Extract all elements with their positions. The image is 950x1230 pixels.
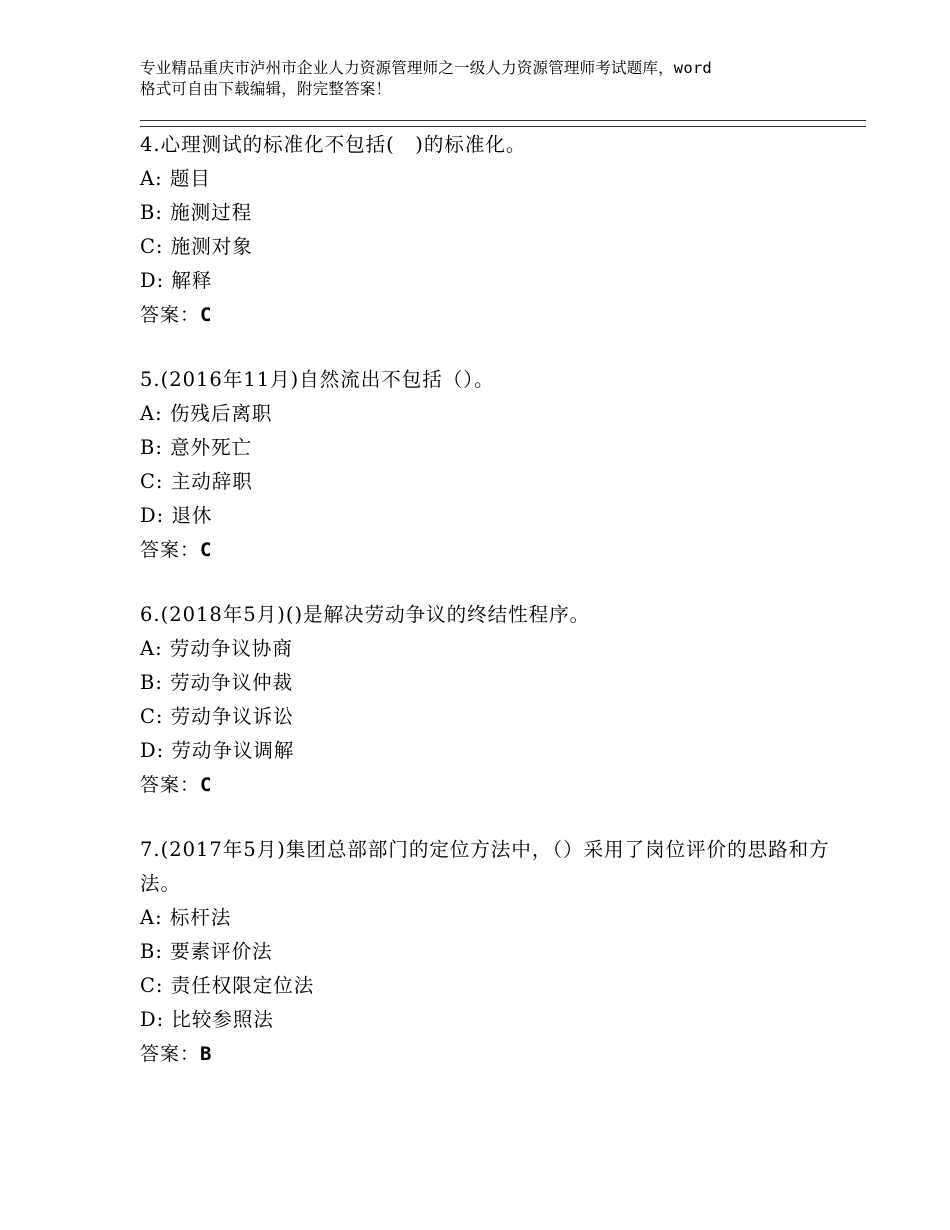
answer-line — [140, 533, 830, 567]
option-c: C: 主动辞职 — [140, 470, 253, 493]
option-c: C: 施测对象 — [140, 235, 253, 258]
document-header — [140, 58, 830, 100]
question-list — [140, 128, 830, 1102]
answer-value: C — [200, 304, 213, 326]
question-item — [140, 363, 830, 567]
answer-label: 答案： — [140, 539, 201, 561]
answer-line — [140, 768, 830, 802]
option-d: D: 解释 — [140, 269, 213, 292]
answer-value: C — [200, 774, 213, 796]
option-c: C: 劳动争议诉讼 — [140, 705, 294, 728]
question-item — [140, 598, 830, 802]
option-d: D: 退休 — [140, 504, 213, 527]
answer-line — [140, 298, 830, 332]
answer-value: C — [200, 539, 213, 561]
question-stem: 7.(2017年5月)集团总部部门的定位方法中，（）采用了岗位评价的思路和方法。 — [140, 838, 830, 895]
option-a: A: 题目 — [140, 167, 211, 190]
question-stem: 4.心理测试的标准化不包括( )的标准化。 — [140, 133, 527, 156]
option-a: A: 标杆法 — [140, 906, 232, 929]
option-a: A: 伤残后离职 — [140, 402, 273, 425]
answer-value: B — [200, 1043, 213, 1065]
answer-label: 答案： — [140, 1043, 201, 1065]
option-b: B: 施测过程 — [140, 201, 253, 224]
header-title-line2: 格式可自由下载编辑，附完整答案！ — [140, 80, 392, 98]
option-d: D: 比较参照法 — [140, 1008, 274, 1031]
question-item — [140, 833, 830, 1071]
option-c: C: 责任权限定位法 — [140, 974, 315, 997]
question-item — [140, 128, 830, 332]
option-d: D: 劳动争议调解 — [140, 739, 295, 762]
question-stem: 6.(2018年5月)()是解决劳动争议的终结性程序。 — [140, 603, 591, 626]
header-title-line1: 专业精品重庆市泸州市企业人力资源管理师之一级人力资源管理师考试题库，word — [140, 59, 712, 77]
answer-label: 答案： — [140, 304, 201, 326]
answer-line — [140, 1037, 830, 1071]
question-stem: 5.(2016年11月)自然流出不包括（）。 — [140, 368, 495, 391]
header-double-rule — [140, 120, 866, 127]
option-a: A: 劳动争议协商 — [140, 637, 293, 660]
option-b: B: 要素评价法 — [140, 940, 273, 963]
answer-label: 答案： — [140, 774, 201, 796]
option-b: B: 劳动争议仲裁 — [140, 671, 294, 694]
option-b: B: 意外死亡 — [140, 436, 253, 459]
